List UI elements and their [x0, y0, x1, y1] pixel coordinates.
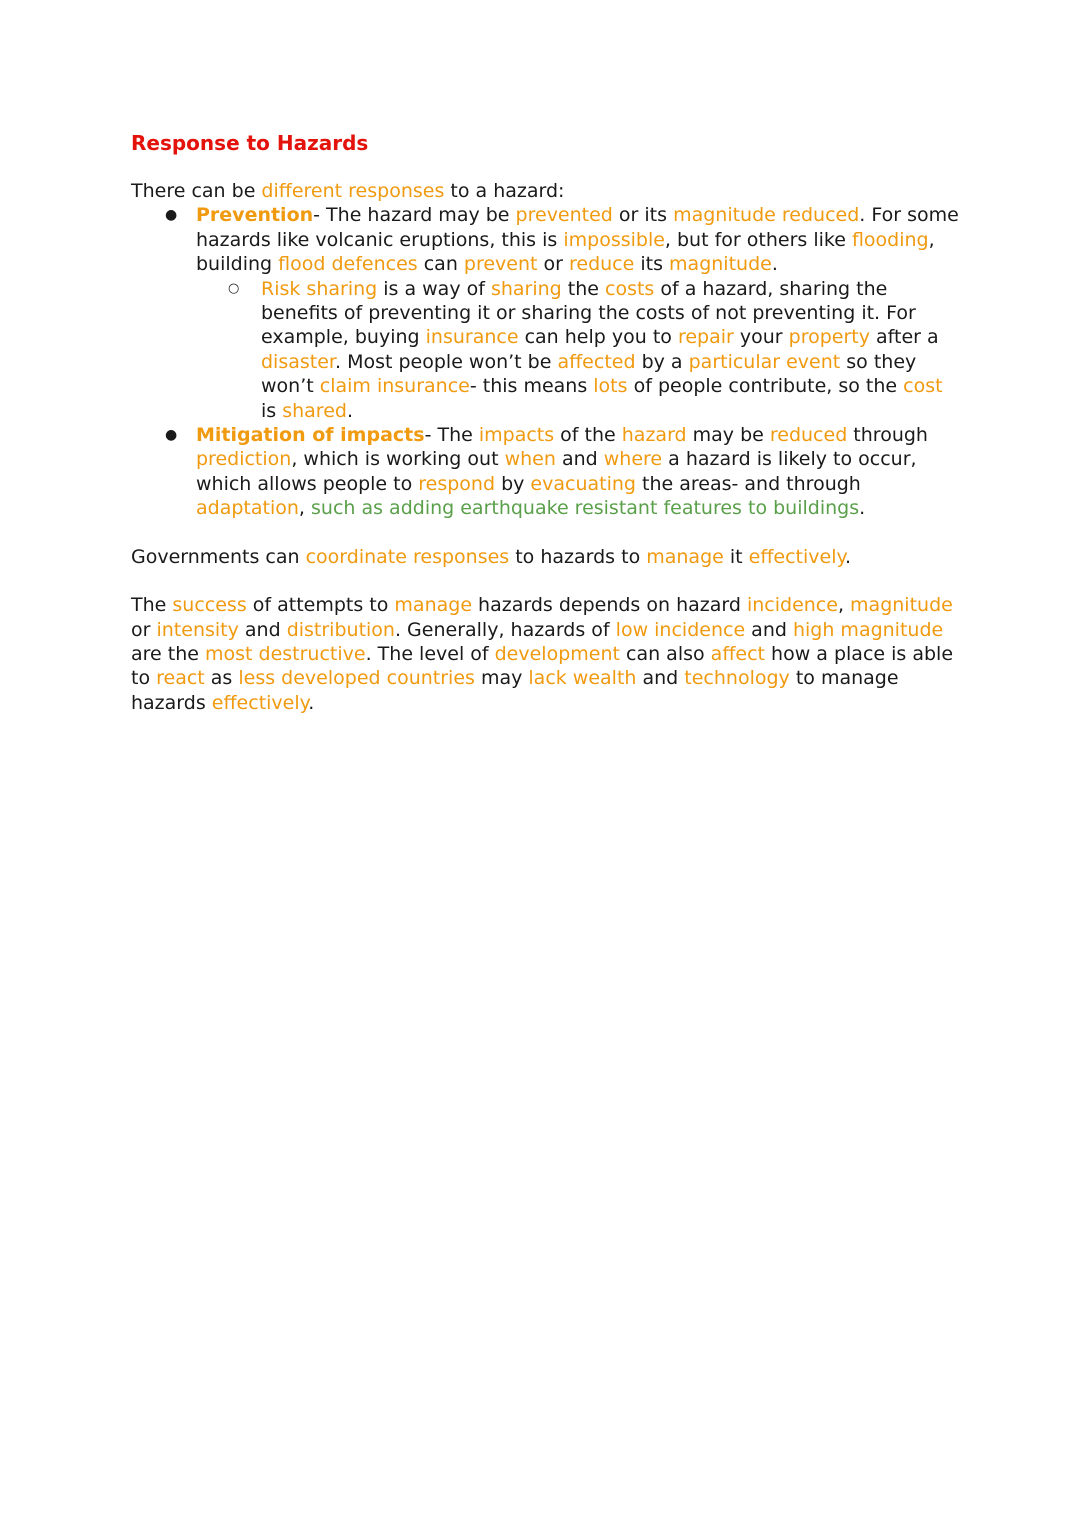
text-segment-orange: magnitude: [850, 594, 953, 617]
text-segment-orange: success: [172, 594, 247, 617]
text-segment-orange: repair: [677, 326, 734, 349]
paragraph-gap: [131, 521, 961, 545]
text-segment-plain: . For some hazards like volcanic eruptions, this is: [196, 204, 959, 251]
response-list: [131, 203, 961, 520]
text-segment-plain: There can be: [131, 180, 262, 202]
page-title: Response to Hazards: [131, 131, 369, 155]
text-segment-orange: when: [504, 448, 556, 471]
text-segment-orange: sharing: [490, 277, 562, 300]
text-segment-orange: impacts: [478, 424, 555, 447]
text-segment-orange: cost: [903, 375, 943, 398]
text-segment-plain: . Generally, hazards of: [394, 618, 616, 641]
text-segment-plain: , which is working out: [291, 448, 505, 471]
text-segment-plain: and: [636, 667, 685, 690]
text-segment-orange: affect: [710, 642, 765, 665]
list-item-risk-sharing: [228, 277, 961, 423]
text-segment-plain: ,: [837, 594, 851, 617]
text-segment-plain: of the: [554, 424, 622, 447]
governments-paragraph: [131, 545, 961, 569]
text-segment-plain: it: [723, 545, 749, 568]
text-segment-plain: to manage hazards: [131, 667, 899, 714]
text-segment-orange: distribution: [286, 618, 395, 641]
text-segment-orange: Mitigation of impacts: [196, 424, 425, 447]
text-segment-orange: particular event: [688, 350, 841, 373]
text-segment-orange: claim insurance: [319, 375, 470, 398]
text-segment-orange: prevent: [463, 253, 538, 276]
text-segment-orange: react: [156, 667, 205, 690]
text-segment-plain: - The: [424, 424, 479, 447]
text-segment-orange: costs: [605, 277, 655, 300]
text-segment-plain: to a hazard:: [444, 180, 565, 202]
text-segment-orange: less developed countries: [238, 667, 475, 690]
text-segment-orange: prediction: [196, 448, 292, 471]
text-segment-orange: magnitude: [669, 253, 772, 276]
text-segment-plain: may: [474, 667, 529, 690]
hollow-bullet-icon: ○: [228, 280, 240, 296]
text-segment-plain: through: [847, 424, 928, 447]
text-segment-orange: manage: [646, 545, 724, 568]
text-segment-plain: - The hazard may be: [313, 204, 516, 227]
text-segment-plain: .: [845, 545, 852, 568]
text-segment-plain: can help you to: [518, 326, 678, 349]
prevention-sublist: [196, 277, 961, 423]
text-segment-plain: after a: [869, 326, 939, 349]
text-segment-plain: .: [859, 497, 866, 520]
risk-sharing-text: [261, 278, 943, 422]
intro-paragraph: [131, 179, 961, 203]
text-segment-orange: lack wealth: [528, 667, 637, 690]
text-segment-plain: of a hazard, sharing the benefits of preventing it or sharing the costs of not preventing it. For example, buying: [261, 277, 916, 349]
text-segment-orange: incidence: [746, 594, 838, 617]
text-segment-orange: adaptation: [196, 497, 299, 520]
text-segment-plain: your: [733, 326, 789, 349]
text-segment-plain: , building: [196, 228, 935, 276]
text-segment-orange: property: [788, 326, 870, 349]
text-segment-orange: low incidence: [615, 618, 746, 641]
text-segment-plain: .: [771, 253, 778, 276]
text-segment-orange: different responses: [261, 180, 445, 202]
text-segment-orange: disaster: [261, 350, 335, 373]
text-segment-orange: most destructive: [205, 642, 366, 665]
text-segment-plain: as: [204, 667, 239, 690]
text-segment-plain: and: [238, 618, 287, 641]
text-segment-plain: , but for others like: [664, 228, 852, 251]
document-page: [131, 128, 961, 715]
text-segment-plain: . The level of: [365, 642, 495, 665]
list-item-mitigation: [165, 423, 961, 521]
paragraph-gap: [131, 569, 961, 593]
text-segment-plain: its: [634, 253, 670, 276]
text-segment-plain: is a way of: [377, 277, 491, 300]
text-segment-plain: the: [561, 277, 606, 300]
text-segment-orange: manage: [394, 594, 473, 617]
text-segment-plain: to hazards to: [509, 545, 647, 568]
text-segment-plain: are the: [131, 642, 205, 665]
text-segment-plain: a hazard is likely to occur, which allows people to: [196, 448, 917, 495]
filled-bullet-icon: ●: [165, 427, 178, 444]
text-segment-plain: Governments can: [131, 545, 306, 568]
text-segment-plain: the areas- and through: [635, 472, 861, 495]
text-segment-orange: magnitude reduced: [673, 204, 860, 227]
text-segment-orange: coordinate responses: [305, 545, 510, 568]
text-segment-plain: or: [537, 253, 569, 276]
text-segment-orange: shared: [282, 399, 347, 422]
text-segment-plain: can also: [619, 642, 711, 665]
filled-bullet-icon: ●: [165, 207, 178, 224]
text-segment-orange: prevented: [515, 204, 613, 227]
text-segment-plain: and: [555, 448, 604, 471]
text-segment-orange: effectively: [211, 691, 309, 714]
text-segment-plain: and: [745, 618, 793, 641]
text-segment-plain: by a: [635, 350, 689, 373]
text-segment-plain: can: [417, 253, 464, 276]
text-segment-orange: insurance: [425, 326, 519, 349]
text-segment-orange: lots: [593, 375, 628, 398]
text-segment-orange: reduce: [569, 253, 635, 276]
text-segment-plain: ,: [298, 497, 311, 520]
text-segment-orange: intensity: [156, 618, 239, 641]
text-segment-plain: .: [308, 691, 315, 714]
text-segment-plain: The: [131, 594, 173, 617]
text-segment-orange: reduced: [769, 424, 848, 447]
text-segment-plain: of attempts to: [246, 594, 395, 617]
mitigation-text: [196, 424, 928, 519]
text-segment-orange: impossible: [563, 228, 665, 251]
text-segment-plain: so they won’t: [261, 350, 917, 398]
text-segment-orange: affected: [557, 350, 636, 373]
text-segment-plain: or: [131, 618, 157, 641]
text-segment-orange: hazard: [621, 424, 687, 447]
text-segment-plain: . Most people won’t be: [335, 350, 558, 373]
text-segment-plain: how a place is able to: [131, 642, 954, 690]
text-segment-orange: flood defences: [278, 253, 418, 276]
text-segment-orange: effectively: [748, 545, 846, 568]
text-segment-plain: of people contribute, so the: [627, 375, 904, 398]
text-segment-orange: respond: [418, 472, 496, 495]
text-segment-orange: high magnitude: [792, 618, 944, 641]
prevention-text: [196, 204, 959, 275]
text-segment-plain: - this means: [469, 375, 594, 398]
text-segment-plain: by: [495, 472, 531, 495]
text-segment-plain: .: [346, 399, 353, 422]
list-item-prevention: [165, 203, 961, 423]
text-segment-orange: development: [494, 642, 620, 665]
text-segment-plain: hazards depends on hazard: [472, 594, 747, 617]
success-paragraph: [131, 593, 961, 715]
text-segment-orange: flooding: [851, 228, 929, 251]
text-segment-orange: evacuating: [530, 472, 636, 495]
text-segment-orange: Risk sharing: [261, 277, 378, 300]
text-segment-plain: is: [261, 399, 283, 422]
text-segment-plain: may be: [686, 424, 770, 447]
text-segment-green: such as adding earthquake resistant features to buildings: [311, 497, 860, 520]
text-segment-orange: technology: [684, 667, 790, 690]
text-segment-orange: Prevention: [196, 204, 314, 227]
text-segment-plain: or its: [612, 204, 674, 227]
text-segment-orange: where: [603, 448, 663, 471]
